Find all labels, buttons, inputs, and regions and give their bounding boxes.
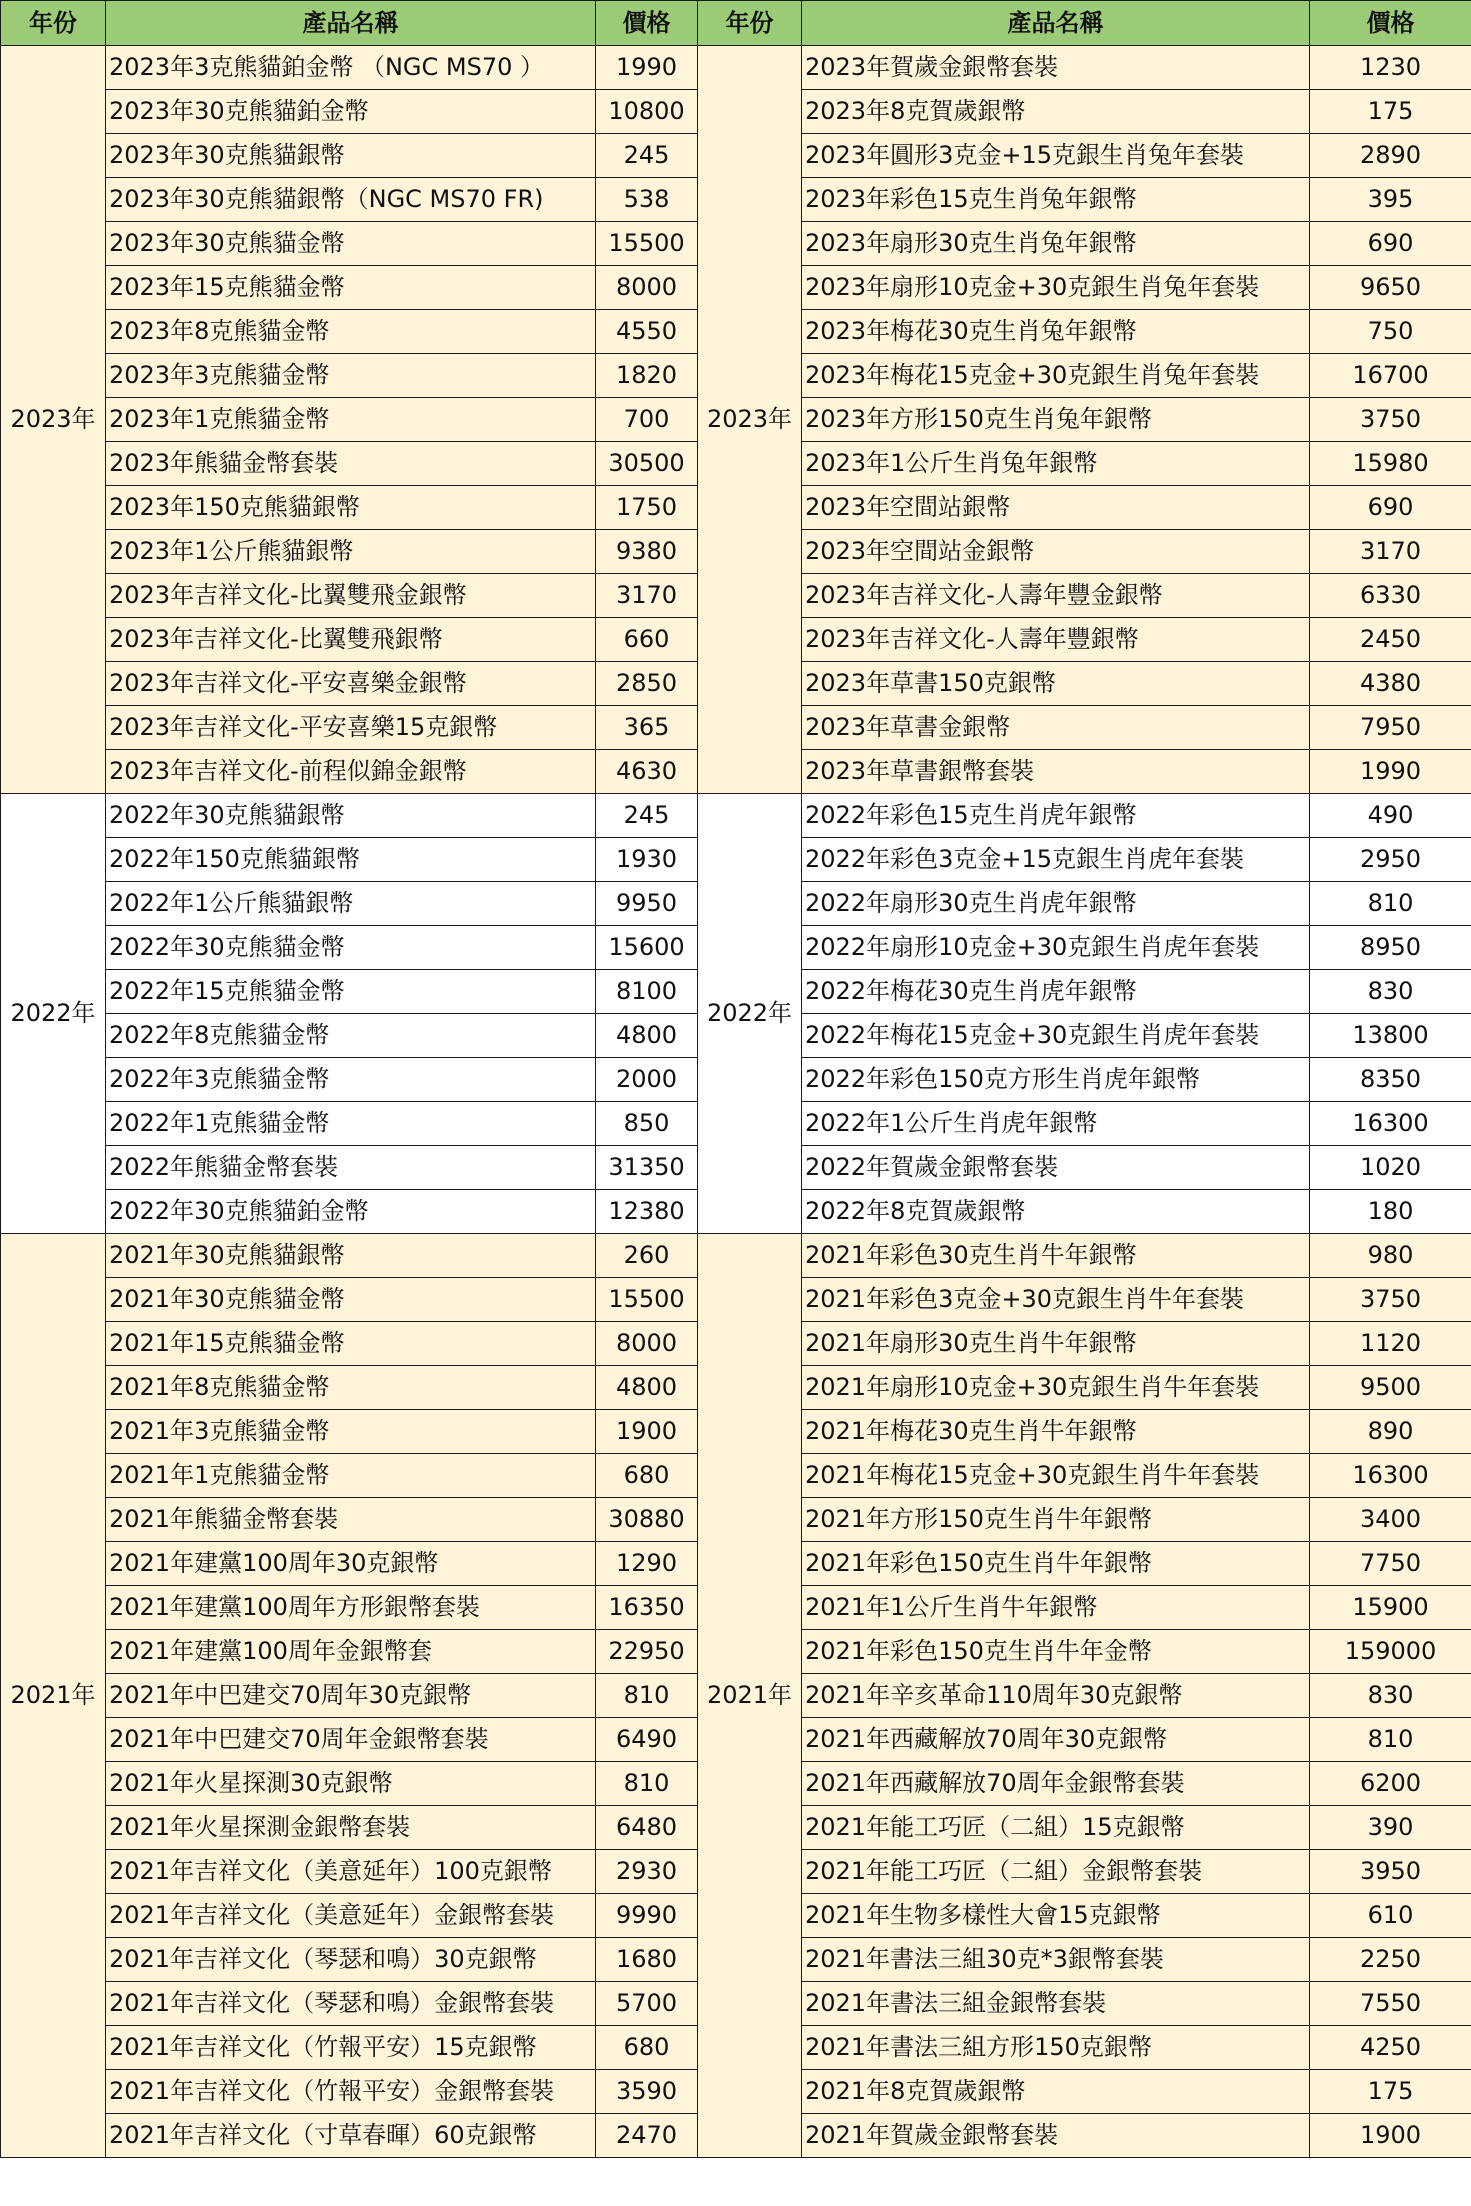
price-cell: 30880	[596, 1498, 698, 1542]
product-name-cell-right: 2021年8克賀歲銀幣	[802, 2070, 1310, 2114]
product-name-cell: 2021年吉祥文化（琴瑟和鳴）30克銀幣	[106, 1938, 596, 1982]
table-row	[1, 1234, 1471, 1278]
year-cell-right: 2022年	[698, 794, 802, 1234]
product-name-cell: 2021年30克熊貓金幣	[106, 1278, 596, 1322]
product-name-cell: 2021年建黨100周年30克銀幣	[106, 1542, 596, 1586]
product-name-cell: 2023年熊貓金幣套裝	[106, 442, 596, 486]
price-cell-right: 3170	[1310, 530, 1471, 574]
price-cell: 6490	[596, 1718, 698, 1762]
product-name-cell: 2022年30克熊貓銀幣	[106, 794, 596, 838]
price-cell: 12380	[596, 1190, 698, 1234]
product-name-cell-right: 2023年圓形3克金+15克銀生肖兔年套裝	[802, 134, 1310, 178]
price-cell: 810	[596, 1674, 698, 1718]
product-name-cell: 2021年3克熊貓金幣	[106, 1410, 596, 1454]
price-cell-right: 2450	[1310, 618, 1471, 662]
price-cell: 260	[596, 1234, 698, 1278]
price-cell: 2930	[596, 1850, 698, 1894]
price-cell: 22950	[596, 1630, 698, 1674]
price-cell: 2850	[596, 662, 698, 706]
product-name-cell: 2023年1公斤熊貓銀幣	[106, 530, 596, 574]
price-cell: 680	[596, 1454, 698, 1498]
product-name-cell: 2023年吉祥文化-前程似錦金銀幣	[106, 750, 596, 794]
product-name-cell: 2022年30克熊貓金幣	[106, 926, 596, 970]
product-name-cell-right: 2021年彩色150克生肖牛年銀幣	[802, 1542, 1310, 1586]
product-name-cell-right: 2021年辛亥革命110周年30克銀幣	[802, 1674, 1310, 1718]
year-cell: 2022年	[1, 794, 106, 1234]
header-price-right: 價格	[1310, 1, 1471, 46]
product-name-cell: 2021年熊貓金幣套裝	[106, 1498, 596, 1542]
price-cell: 680	[596, 2026, 698, 2070]
product-name-cell: 2021年中巴建交70周年30克銀幣	[106, 1674, 596, 1718]
price-cell-right: 2250	[1310, 1938, 1471, 1982]
price-cell: 4550	[596, 310, 698, 354]
price-cell: 245	[596, 794, 698, 838]
product-name-cell: 2021年建黨100周年方形銀幣套裝	[106, 1586, 596, 1630]
product-name-cell-right: 2021年彩色3克金+30克銀生肖牛年套裝	[802, 1278, 1310, 1322]
price-cell-right: 3400	[1310, 1498, 1471, 1542]
product-name-cell-right: 2021年書法三組金銀幣套裝	[802, 1982, 1310, 2026]
price-cell-right: 8350	[1310, 1058, 1471, 1102]
product-name-cell-right: 2022年梅花15克金+30克銀生肖虎年套裝	[802, 1014, 1310, 1058]
price-cell-right: 3750	[1310, 1278, 1471, 1322]
price-cell-right: 16300	[1310, 1102, 1471, 1146]
price-cell-right: 390	[1310, 1806, 1471, 1850]
price-cell: 4630	[596, 750, 698, 794]
product-name-cell-right: 2021年書法三組30克*3銀幣套裝	[802, 1938, 1310, 1982]
product-name-cell-right: 2021年生物多樣性大會15克銀幣	[802, 1894, 1310, 1938]
product-name-cell: 2023年30克熊貓鉑金幣	[106, 90, 596, 134]
price-cell-right: 8950	[1310, 926, 1471, 970]
product-name-cell-right: 2021年扇形10克金+30克銀生肖牛年套裝	[802, 1366, 1310, 1410]
product-name-cell: 2023年1克熊貓金幣	[106, 398, 596, 442]
price-cell-right: 890	[1310, 1410, 1471, 1454]
price-cell: 1750	[596, 486, 698, 530]
price-cell: 4800	[596, 1366, 698, 1410]
price-cell-right: 16300	[1310, 1454, 1471, 1498]
product-name-cell-right: 2023年彩色15克生肖兔年銀幣	[802, 178, 1310, 222]
year-cell: 2021年	[1, 1234, 106, 2158]
price-cell: 850	[596, 1102, 698, 1146]
product-name-cell-right: 2022年1公斤生肖虎年銀幣	[802, 1102, 1310, 1146]
price-cell-right: 7750	[1310, 1542, 1471, 1586]
price-cell-right: 16700	[1310, 354, 1471, 398]
product-name-cell-right: 2023年梅花30克生肖兔年銀幣	[802, 310, 1310, 354]
price-cell: 8100	[596, 970, 698, 1014]
product-name-cell-right: 2021年賀歲金銀幣套裝	[802, 2114, 1310, 2158]
price-cell-right: 159000	[1310, 1630, 1471, 1674]
product-name-cell: 2023年15克熊貓金幣	[106, 266, 596, 310]
product-name-cell: 2021年吉祥文化（琴瑟和鳴）金銀幣套裝	[106, 1982, 596, 2026]
product-name-cell-right: 2021年彩色30克生肖牛年銀幣	[802, 1234, 1310, 1278]
price-cell: 9990	[596, 1894, 698, 1938]
product-name-cell: 2022年1公斤熊貓銀幣	[106, 882, 596, 926]
price-cell: 15500	[596, 222, 698, 266]
product-name-cell-right: 2023年賀歲金銀幣套裝	[802, 46, 1310, 90]
product-name-cell-right: 2023年梅花15克金+30克銀生肖兔年套裝	[802, 354, 1310, 398]
product-name-cell: 2021年吉祥文化（美意延年）金銀幣套裝	[106, 1894, 596, 1938]
price-cell: 538	[596, 178, 698, 222]
table-header	[1, 1, 1471, 46]
product-name-cell-right: 2022年賀歲金銀幣套裝	[802, 1146, 1310, 1190]
price-cell-right: 9500	[1310, 1366, 1471, 1410]
price-cell-right: 15980	[1310, 442, 1471, 486]
price-cell: 15600	[596, 926, 698, 970]
product-name-cell-right: 2021年西藏解放70周年30克銀幣	[802, 1718, 1310, 1762]
price-cell-right: 1230	[1310, 46, 1471, 90]
product-name-cell: 2023年吉祥文化-平安喜樂金銀幣	[106, 662, 596, 706]
price-cell-right: 6330	[1310, 574, 1471, 618]
product-name-cell: 2023年3克熊貓金幣	[106, 354, 596, 398]
product-name-cell: 2023年8克熊貓金幣	[106, 310, 596, 354]
product-name-cell-right: 2021年書法三組方形150克銀幣	[802, 2026, 1310, 2070]
price-cell: 1680	[596, 1938, 698, 1982]
header-row	[1, 1, 1471, 46]
price-cell: 810	[596, 1762, 698, 1806]
price-cell: 5700	[596, 1982, 698, 2026]
product-name-cell-right: 2021年扇形30克生肖牛年銀幣	[802, 1322, 1310, 1366]
price-cell: 1290	[596, 1542, 698, 1586]
price-cell-right: 3950	[1310, 1850, 1471, 1894]
product-name-cell: 2021年8克熊貓金幣	[106, 1366, 596, 1410]
product-name-cell-right: 2023年草書金銀幣	[802, 706, 1310, 750]
product-name-cell-right: 2023年扇形30克生肖兔年銀幣	[802, 222, 1310, 266]
product-name-cell-right: 2023年草書150克銀幣	[802, 662, 1310, 706]
table-row	[1, 46, 1471, 90]
price-cell-right: 690	[1310, 486, 1471, 530]
price-cell-right: 180	[1310, 1190, 1471, 1234]
price-cell: 6480	[596, 1806, 698, 1850]
price-cell-right: 1120	[1310, 1322, 1471, 1366]
product-name-cell: 2022年8克熊貓金幣	[106, 1014, 596, 1058]
price-cell: 9380	[596, 530, 698, 574]
price-cell-right: 7550	[1310, 1982, 1471, 2026]
product-name-cell: 2021年火星探測30克銀幣	[106, 1762, 596, 1806]
product-name-cell: 2021年火星探測金銀幣套裝	[106, 1806, 596, 1850]
product-name-cell: 2021年吉祥文化（竹報平安）金銀幣套裝	[106, 2070, 596, 2114]
product-name-cell-right: 2023年1公斤生肖兔年銀幣	[802, 442, 1310, 486]
price-cell-right: 810	[1310, 1718, 1471, 1762]
price-cell: 1820	[596, 354, 698, 398]
product-name-cell-right: 2023年扇形10克金+30克銀生肖兔年套裝	[802, 266, 1310, 310]
price-cell-right: 1900	[1310, 2114, 1471, 2158]
year-cell-right: 2023年	[698, 46, 802, 794]
header-product-name-right: 產品名稱	[802, 1, 1310, 46]
price-cell-right: 1020	[1310, 1146, 1471, 1190]
product-name-cell-right: 2023年方形150克生肖兔年銀幣	[802, 398, 1310, 442]
product-name-cell-right: 2021年梅花30克生肖牛年銀幣	[802, 1410, 1310, 1454]
product-name-cell: 2021年吉祥文化（竹報平安）15克銀幣	[106, 2026, 596, 2070]
price-cell: 365	[596, 706, 698, 750]
product-name-cell: 2021年建黨100周年金銀幣套	[106, 1630, 596, 1674]
product-name-cell-right: 2022年梅花30克生肖虎年銀幣	[802, 970, 1310, 1014]
header-product-name: 產品名稱	[106, 1, 596, 46]
product-name-cell: 2023年30克熊貓銀幣	[106, 134, 596, 178]
product-name-cell-right: 2023年吉祥文化-人壽年豐銀幣	[802, 618, 1310, 662]
product-name-cell-right: 2021年能工巧匠（二組）15克銀幣	[802, 1806, 1310, 1850]
header-price: 價格	[596, 1, 698, 46]
price-cell: 1930	[596, 838, 698, 882]
price-cell: 2470	[596, 2114, 698, 2158]
price-cell-right: 2890	[1310, 134, 1471, 178]
product-name-cell: 2021年吉祥文化（美意延年）100克銀幣	[106, 1850, 596, 1894]
product-name-cell-right: 2022年扇形30克生肖虎年銀幣	[802, 882, 1310, 926]
price-cell-right: 830	[1310, 1674, 1471, 1718]
price-cell: 660	[596, 618, 698, 662]
price-cell-right: 1990	[1310, 750, 1471, 794]
header-year-right: 年份	[698, 1, 802, 46]
product-name-cell: 2021年中巴建交70周年金銀幣套裝	[106, 1718, 596, 1762]
product-name-cell: 2021年30克熊貓銀幣	[106, 1234, 596, 1278]
product-name-cell-right: 2022年8克賀歲銀幣	[802, 1190, 1310, 1234]
price-cell: 1900	[596, 1410, 698, 1454]
product-name-cell: 2022年30克熊貓鉑金幣	[106, 1190, 596, 1234]
price-cell-right: 830	[1310, 970, 1471, 1014]
price-cell-right: 610	[1310, 1894, 1471, 1938]
price-cell-right: 7950	[1310, 706, 1471, 750]
product-name-cell: 2022年150克熊貓銀幣	[106, 838, 596, 882]
product-name-cell: 2022年熊貓金幣套裝	[106, 1146, 596, 1190]
year-cell: 2023年	[1, 46, 106, 794]
product-name-cell: 2023年吉祥文化-比翼雙飛銀幣	[106, 618, 596, 662]
price-cell-right: 3750	[1310, 398, 1471, 442]
product-name-cell-right: 2021年梅花15克金+30克銀生肖牛年套裝	[802, 1454, 1310, 1498]
product-name-cell: 2022年1克熊貓金幣	[106, 1102, 596, 1146]
price-cell-right: 490	[1310, 794, 1471, 838]
product-name-cell-right: 2021年西藏解放70周年金銀幣套裝	[802, 1762, 1310, 1806]
price-cell: 16350	[596, 1586, 698, 1630]
product-name-cell: 2021年15克熊貓金幣	[106, 1322, 596, 1366]
product-name-cell: 2023年3克熊貓鉑金幣 （NGC MS70 ）	[106, 46, 596, 90]
price-cell-right: 9650	[1310, 266, 1471, 310]
price-cell-right: 2950	[1310, 838, 1471, 882]
price-cell: 3170	[596, 574, 698, 618]
price-cell-right: 690	[1310, 222, 1471, 266]
price-cell-right: 175	[1310, 2070, 1471, 2114]
price-cell-right: 4380	[1310, 662, 1471, 706]
product-name-cell: 2023年30克熊貓金幣	[106, 222, 596, 266]
year-cell-right: 2021年	[698, 1234, 802, 2158]
product-name-cell-right: 2021年1公斤生肖牛年銀幣	[802, 1586, 1310, 1630]
product-name-cell-right: 2023年空間站銀幣	[802, 486, 1310, 530]
price-cell-right: 4250	[1310, 2026, 1471, 2070]
price-cell: 8000	[596, 1322, 698, 1366]
product-name-cell-right: 2023年吉祥文化-人壽年豐金銀幣	[802, 574, 1310, 618]
product-name-cell: 2022年15克熊貓金幣	[106, 970, 596, 1014]
price-cell: 4800	[596, 1014, 698, 1058]
price-cell: 8000	[596, 266, 698, 310]
price-cell-right: 15900	[1310, 1586, 1471, 1630]
price-cell-right: 395	[1310, 178, 1471, 222]
price-cell-right: 810	[1310, 882, 1471, 926]
price-cell: 15500	[596, 1278, 698, 1322]
product-name-cell-right: 2022年彩色15克生肖虎年銀幣	[802, 794, 1310, 838]
product-name-cell-right: 2023年8克賀歲銀幣	[802, 90, 1310, 134]
price-cell: 3590	[596, 2070, 698, 2114]
product-name-cell-right: 2021年方形150克生肖牛年銀幣	[802, 1498, 1310, 1542]
price-cell-right: 13800	[1310, 1014, 1471, 1058]
price-cell: 10800	[596, 90, 698, 134]
price-cell: 245	[596, 134, 698, 178]
price-cell-right: 6200	[1310, 1762, 1471, 1806]
product-name-cell-right: 2021年能工巧匠（二組）金銀幣套裝	[802, 1850, 1310, 1894]
product-name-cell-right: 2021年彩色150克生肖牛年金幣	[802, 1630, 1310, 1674]
header-year: 年份	[1, 1, 106, 46]
price-cell-right: 980	[1310, 1234, 1471, 1278]
product-name-cell-right: 2022年扇形10克金+30克銀生肖虎年套裝	[802, 926, 1310, 970]
product-name-cell: 2021年吉祥文化（寸草春暉）60克銀幣	[106, 2114, 596, 2158]
product-name-cell: 2023年150克熊貓銀幣	[106, 486, 596, 530]
product-name-cell: 2021年1克熊貓金幣	[106, 1454, 596, 1498]
price-cell: 30500	[596, 442, 698, 486]
product-name-cell: 2023年30克熊貓銀幣（NGC MS70 FR)	[106, 178, 596, 222]
price-cell: 31350	[596, 1146, 698, 1190]
price-cell-right: 750	[1310, 310, 1471, 354]
product-name-cell-right: 2022年彩色150克方形生肖虎年銀幣	[802, 1058, 1310, 1102]
price-cell-right: 175	[1310, 90, 1471, 134]
table-row	[1, 794, 1471, 838]
product-name-cell-right: 2023年空間站金銀幣	[802, 530, 1310, 574]
product-name-cell: 2023年吉祥文化-平安喜樂15克銀幣	[106, 706, 596, 750]
product-name-cell: 2022年3克熊貓金幣	[106, 1058, 596, 1102]
table-body	[1, 46, 1471, 2158]
price-cell: 1990	[596, 46, 698, 90]
product-name-cell-right: 2022年彩色3克金+15克銀生肖虎年套裝	[802, 838, 1310, 882]
product-name-cell-right: 2023年草書銀幣套裝	[802, 750, 1310, 794]
price-cell: 2000	[596, 1058, 698, 1102]
price-cell: 9950	[596, 882, 698, 926]
price-cell: 700	[596, 398, 698, 442]
product-name-cell: 2023年吉祥文化-比翼雙飛金銀幣	[106, 574, 596, 618]
